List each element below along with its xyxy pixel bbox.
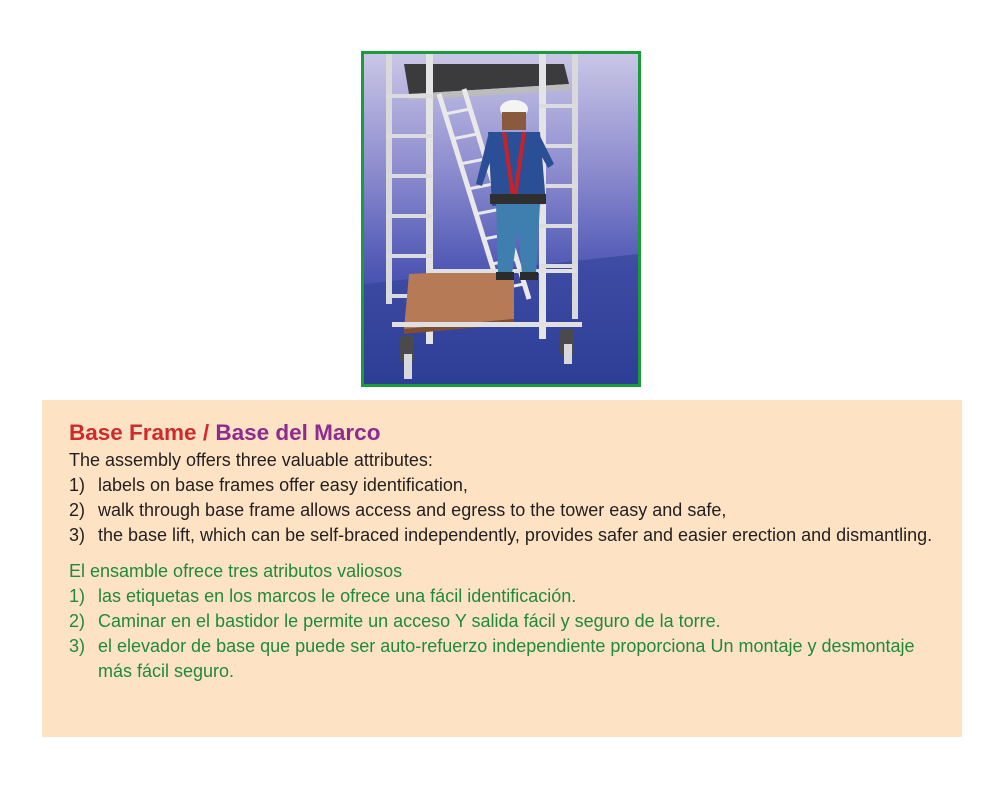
title-separator: / (202, 420, 210, 445)
english-description (69, 448, 939, 548)
description-content (69, 418, 939, 684)
english-list-item (69, 523, 939, 548)
spanish-list-item (69, 634, 939, 684)
worker-on-scaffold-illustration (364, 54, 638, 384)
list-text: labels on base frames offer easy identification, (98, 475, 468, 495)
spanish-list-item (69, 609, 939, 634)
title-spanish: Base del Marco (215, 420, 381, 445)
section-title (69, 418, 939, 448)
list-text: el elevador de base que puede ser auto-refuerzo independiente proporciona Un montaje y desmontaje más fácil seguro. (98, 636, 915, 681)
spanish-list-item (69, 584, 939, 609)
list-text: Caminar en el bastidor le permite un acceso Y salida fácil y seguro de la torre. (98, 611, 721, 631)
spanish-description (69, 559, 939, 684)
list-text: las etiquetas en los marcos le ofrece una fácil identificación. (98, 586, 577, 606)
list-text: walk through base frame allows access and egress to the tower easy and safe, (98, 500, 727, 520)
description-panel (42, 400, 962, 737)
english-intro: The assembly offers three valuable attributes: (69, 450, 433, 470)
list-number: 2) (69, 611, 86, 631)
spanish-intro: El ensamble ofrece tres atributos valiosos (69, 561, 403, 581)
list-number: 3) (69, 636, 86, 656)
list-number: 3) (69, 525, 86, 545)
scaffold-photo (361, 51, 641, 387)
list-number: 1) (69, 475, 86, 495)
list-text: the base lift, which can be self-braced independently, provides safer and easier erection and dismantling. (98, 525, 933, 545)
list-number: 1) (69, 586, 86, 606)
list-number: 2) (69, 500, 86, 520)
english-list-item (69, 473, 939, 498)
english-list-item (69, 498, 939, 523)
title-english: Base Frame (69, 420, 197, 445)
